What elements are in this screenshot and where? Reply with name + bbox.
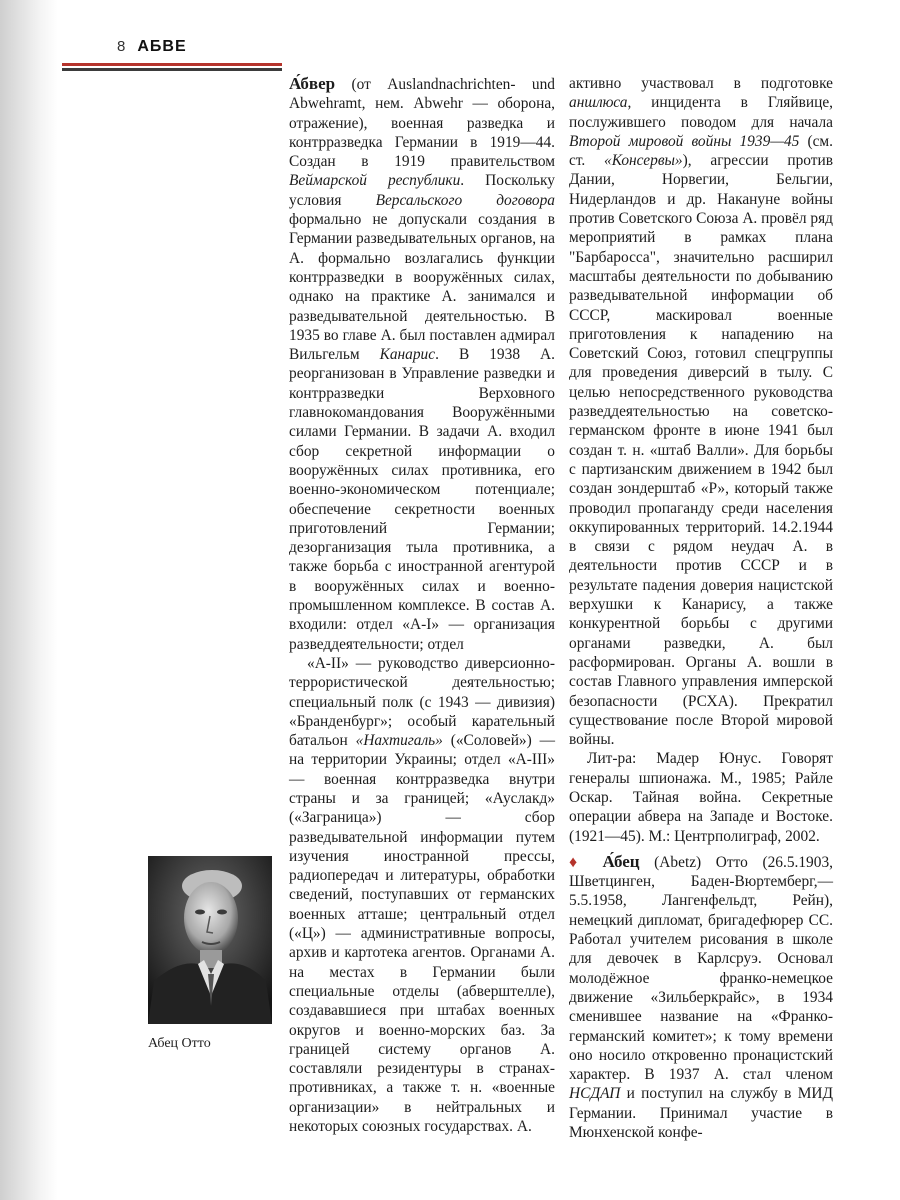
abwehr-paragraph-1: А́бвер (от Auslandnachrichten- und Abwehramt, нем. Abwehr — оборона, отражение), военная разведка и контрразведка Германии в 1919—44. Создан в 1919 правительством Веймарской республики. Поскольку условия Версальского договора формально не допускали создания в Германии разведывательных органов, на А. формально возлагались функции контрразведки в вооружённых силах, однако на практике А. занимался и разведывательной деятельностью. В 1935 во главе А. был поставлен адмирал Вильгельм Канарис. В 1938 А. реорганизован в Управление разведки и контрразведки Верховного главнокомандования Вооружёнными силами Германии. В задачи А. входил сбор секретной информации о вооружённых силах противника, его военно-экономическом потенциале; обеспечение секретности военных приготовлений Германии; дезорганизация тыла противника, а также борьба с иностранной агентурой в вооружённых силах и военно-промышленном комплексе. В состав А. входили: отдел «А-I» — организация разведдеятельности; отдел <box>289 74 555 653</box>
abetz-paragraph: ♦ А́бец (Abetz) Отто (26.5.1903, Шветцинген, Баден-Вюртемберг,— 5.5.1958, Лангенфельдт, Рейн), немецкий дипломат, бригадефюрер СС. Работал учителем рисования в школе для девочек в Карлсруэ. Основал молодёжное франко-немецкое движение «Зильберкрайс», в 1934 сменившее название на «Франко-германский комитет»; к тому времени оно носило откровенно пронацистский характер. В 1937 А. стал членом НСДАП и поступил на службу в МИД Германии. Принимал участие в Мюнхенской конфе- <box>569 851 833 1142</box>
abwehr-paragraph-2: «А-II» — руководство диверсионно-террористической деятельностью; специальный полк (с 1943 — дивизия) «Бранденбург»; особый карательный батальон «Нахтигаль» («Соловей») — на территории Украины; отдел «А-III» — военная контрразведка внутри страны и за границей; «Ауслакд» («Заграница») — сбор разведывательной информации путем изучения иностранной прессы, радиопередач и литературы, обработки сведений, поступавших от германских военных атташе; центральный отдел («Ц») — административные вопросы, архив и картотека агентов. Органами А. на местах в Германии были специальные отделы (абверштелле), создававшиеся при штабах военных округов и военно-морских баз. За границей систему органов А. составляли резидентуры в странах-противниках, а также т. н. «военные организации» в нейтральных и некоторых союзных государствах. А. <box>289 654 555 1136</box>
page-header <box>117 38 187 56</box>
link-versailles-treaty: Версальского договора <box>375 191 555 209</box>
headword-abetz: А́бец <box>602 851 640 871</box>
page-number: 8 <box>117 38 126 55</box>
abwehr-literature: Лит-ра: Мадер Юнус. Говорят генералы шпионажа. М., 1985; Райле Оскар. Тайная война. Секретные операции абвера на Западе и Востоке. (1921—45). М.: Центрполиграф, 2002. <box>569 750 833 845</box>
link-nachtigall: «Нахтигаль» <box>355 732 443 750</box>
header-rule-dark <box>62 68 282 71</box>
link-canaris: Канарис <box>379 346 436 364</box>
text-column-2 <box>569 74 833 1142</box>
link-anschluss: аншлюса <box>569 94 628 112</box>
entry-diamond-icon: ♦ <box>569 853 588 871</box>
page-gutter-shadow <box>0 0 58 1200</box>
link-konservy: «Консервы» <box>604 152 683 170</box>
portrait-image <box>148 856 272 1024</box>
headword-abwehr: А́бвер <box>289 74 336 93</box>
portrait-photo <box>148 856 272 1024</box>
link-nsdap: НСДАП <box>569 1085 621 1103</box>
photo-caption: Абец Отто <box>148 1036 211 1051</box>
link-ww2: Второй мировой войны 1939—45 <box>569 132 800 150</box>
header-rule-red <box>62 63 282 66</box>
text-column-1 <box>289 74 555 1136</box>
running-head: АБВЕ <box>137 38 187 55</box>
link-weimar-republic: Веймарской республики <box>289 172 461 190</box>
abwehr-paragraph-3: активно участвовал в подготовке аншлюса, инцидента в Гляйвице, послужившего поводом для начала Второй мировой войны 1939—45 (см. ст. «Консервы»), агрессии против Дании, Норвегии, Бельгии, Нидерландов и др. Накануне войны против Советского Союза А. провёл ряд мероприятий в рамках плана "Барбаросса", значительно расширил масштабы деятельности по добыванию разведывательной информации об СССР, маскировал военные приготовления к нападению на Советский Союз, готовил спецгруппы для проведения диверсий в тылу. С целью непосредственного руководства разведдеятельностью на советско-германском фронте в июне 1941 был создан т. н. «штаб Валли». Для борьбы с партизанским движением в 1942 был создан зондерштаб «Р», который также проводил пропаганду среди населения оккупированных территорий. 14.2.1944 в связи с рядом неудач А. в деятельности против СССР и в результате падения доверия нацистской верхушки к Канарису, а также конкурентной борьбы с другими органами разведки, А. был расформирован. Органы А. вошли в состав Главного управления имперской безопасности (РСХА). Прекратил существование после Второй мировой войны. <box>569 75 833 749</box>
